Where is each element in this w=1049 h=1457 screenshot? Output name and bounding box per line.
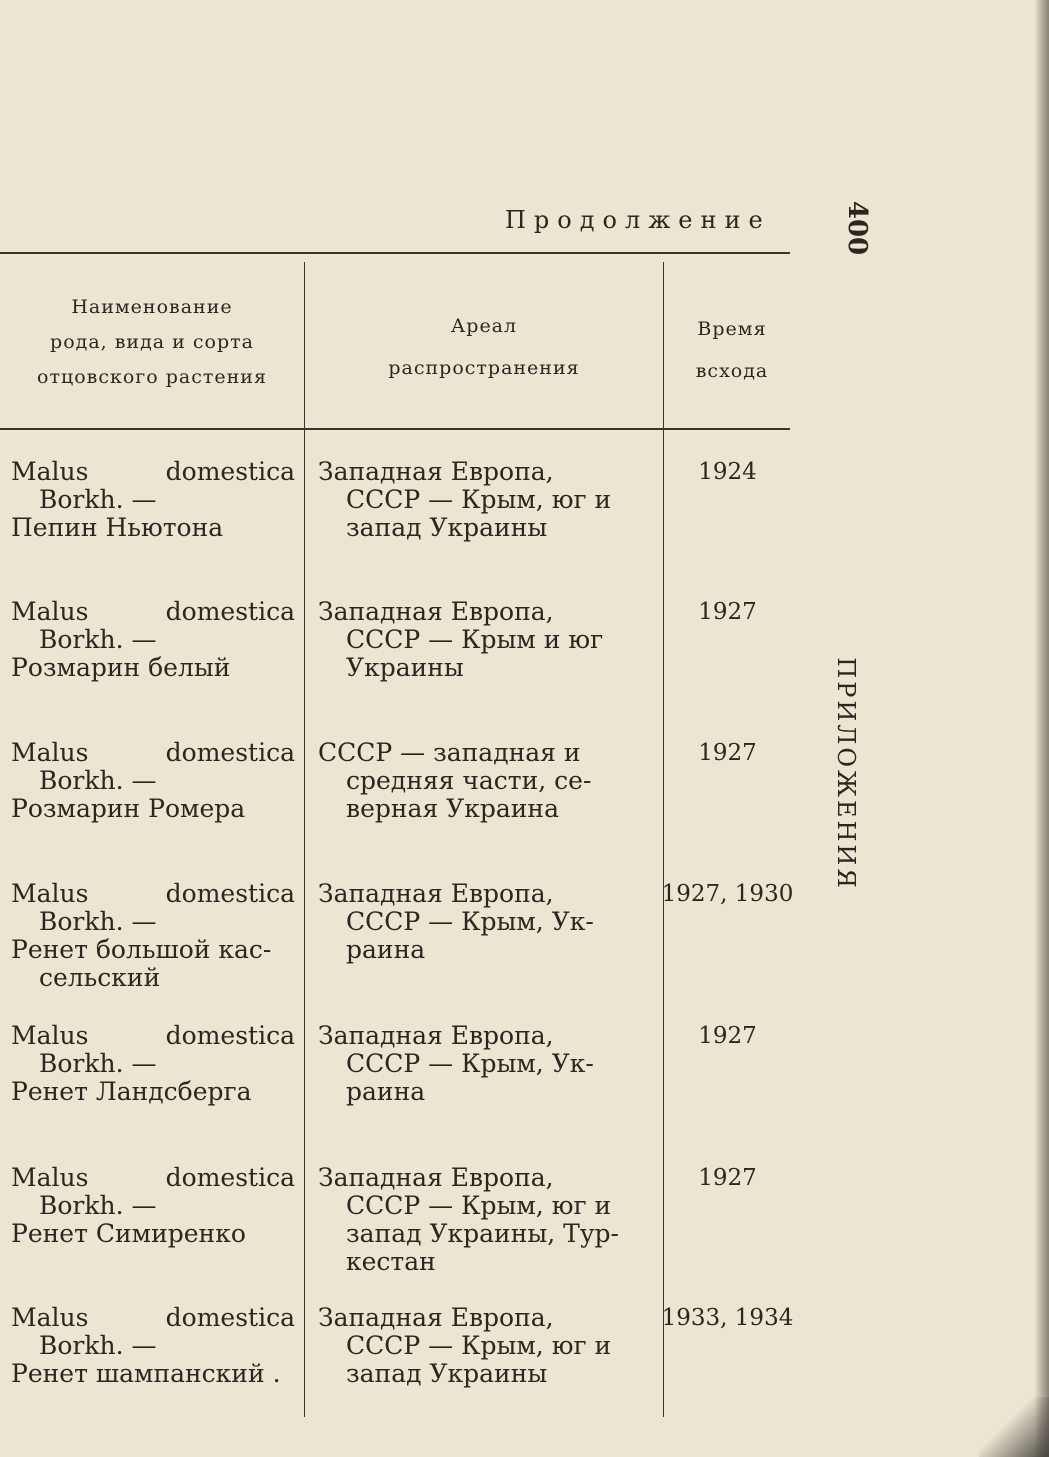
- area-line: Западная Европа,: [318, 457, 554, 486]
- area-line: СССР — Крым, Ук-: [346, 907, 594, 936]
- author: Borkh. —: [39, 1049, 157, 1078]
- table-row: [0, 739, 800, 869]
- header-col-year: [664, 308, 800, 392]
- table-top-rule: [0, 252, 790, 254]
- header-col-name: [0, 290, 304, 395]
- area-line: раина: [346, 935, 426, 964]
- author: Borkh. —: [39, 1331, 157, 1360]
- area-line: Западная Европа,: [318, 879, 554, 908]
- header-col-name-line: Наименование: [71, 296, 233, 318]
- species: domestica: [165, 879, 295, 908]
- row-year: 1927: [698, 740, 757, 766]
- area-line: СССР — Крым, Ук-: [346, 1049, 594, 1078]
- area-line: Западная Европа,: [318, 1163, 554, 1192]
- row-area: [318, 1022, 648, 1106]
- cultivar: Ренет Симиренко: [11, 1219, 246, 1248]
- header-bottom-rule: [0, 428, 790, 430]
- cultivar: Розмарин белый: [11, 653, 231, 682]
- row-area: [318, 598, 648, 682]
- page-number: 400: [842, 200, 872, 256]
- area-line: СССР — Крым, юг и: [346, 485, 612, 514]
- genus: Malus: [11, 879, 89, 908]
- author: Borkh. —: [39, 1191, 157, 1220]
- row-year: 1927, 1930: [661, 881, 794, 907]
- header-col-area-line: распространения: [388, 357, 580, 379]
- row-area: [318, 880, 648, 964]
- species: domestica: [165, 1163, 295, 1192]
- author: Borkh. —: [39, 485, 157, 514]
- area-line: верная Украина: [346, 794, 559, 823]
- cultivar-cont: сельский: [39, 963, 161, 992]
- species: domestica: [165, 457, 295, 486]
- table-row: [0, 598, 800, 728]
- cultivar: Пепин Ньютона: [11, 513, 224, 542]
- area-line: кестан: [346, 1247, 436, 1276]
- genus: Malus: [11, 597, 89, 626]
- area-line: СССР — западная и: [318, 738, 581, 767]
- row-area: [318, 458, 648, 542]
- row-area: [318, 1164, 648, 1276]
- cultivar: Ренет Ландсберга: [11, 1077, 252, 1106]
- area-line: средняя части, се-: [346, 766, 592, 795]
- genus: Malus: [11, 1303, 89, 1332]
- area-line: Западная Европа,: [318, 1303, 554, 1332]
- row-name: [11, 1164, 295, 1248]
- header-col-area: [305, 305, 663, 389]
- header-col-year-line: Время: [697, 318, 767, 340]
- row-area: [318, 1304, 648, 1388]
- genus: Malus: [11, 1021, 89, 1050]
- area-line: запад Украины, Тур-: [346, 1219, 619, 1248]
- genus: Malus: [11, 738, 89, 767]
- row-year: 1927: [698, 599, 757, 625]
- table-row: [0, 1022, 800, 1152]
- row-name: [11, 458, 295, 542]
- species: domestica: [165, 1021, 295, 1050]
- area-line: Западная Европа,: [318, 1021, 554, 1050]
- row-name: [11, 739, 295, 823]
- continuation-label: Продолжение: [505, 206, 771, 234]
- cultivar: Ренет большой кас-: [11, 935, 272, 964]
- area-line: запад Украины: [346, 1359, 548, 1388]
- area-line: раина: [346, 1077, 426, 1106]
- header-col-name-line: рода, вида и сорта: [50, 331, 254, 353]
- table-row: [0, 880, 800, 1010]
- page-corner-shadow: [979, 1397, 1049, 1457]
- cultivar: Розмарин Ромера: [11, 794, 246, 823]
- row-area: [318, 739, 648, 823]
- running-head: ПРИЛОЖЕНИЯ: [832, 657, 860, 891]
- table-row: [0, 1304, 800, 1434]
- header-col-name-line: отцовского растения: [37, 366, 267, 388]
- table-row: [0, 1164, 800, 1294]
- genus: Malus: [11, 457, 89, 486]
- area-line: Западная Европа,: [318, 597, 554, 626]
- table-row: [0, 458, 800, 588]
- row-name: [11, 880, 295, 992]
- row-name: [11, 1022, 295, 1106]
- row-year: 1927: [698, 1165, 757, 1191]
- row-year: 1924: [698, 459, 757, 485]
- row-year: 1933, 1934: [661, 1305, 794, 1331]
- row-year: 1927: [698, 1023, 757, 1049]
- area-line: СССР — Крым, юг и: [346, 1191, 612, 1220]
- species: domestica: [165, 738, 295, 767]
- row-name: [11, 1304, 295, 1388]
- author: Borkh. —: [39, 625, 157, 654]
- area-line: СССР — Крым и юг: [346, 625, 604, 654]
- page-edge-shadow: [1035, 0, 1049, 1457]
- area-line: СССР — Крым, юг и: [346, 1331, 612, 1360]
- species: domestica: [165, 597, 295, 626]
- species: domestica: [165, 1303, 295, 1332]
- cultivar: Ренет шампанский .: [11, 1359, 281, 1388]
- genus: Malus: [11, 1163, 89, 1192]
- row-name: [11, 598, 295, 682]
- author: Borkh. —: [39, 907, 157, 936]
- header-col-area-line: Ареал: [450, 315, 518, 337]
- area-line: запад Украины: [346, 513, 548, 542]
- header-col-year-line: всхода: [695, 360, 769, 382]
- author: Borkh. —: [39, 766, 157, 795]
- area-line: Украины: [346, 653, 464, 682]
